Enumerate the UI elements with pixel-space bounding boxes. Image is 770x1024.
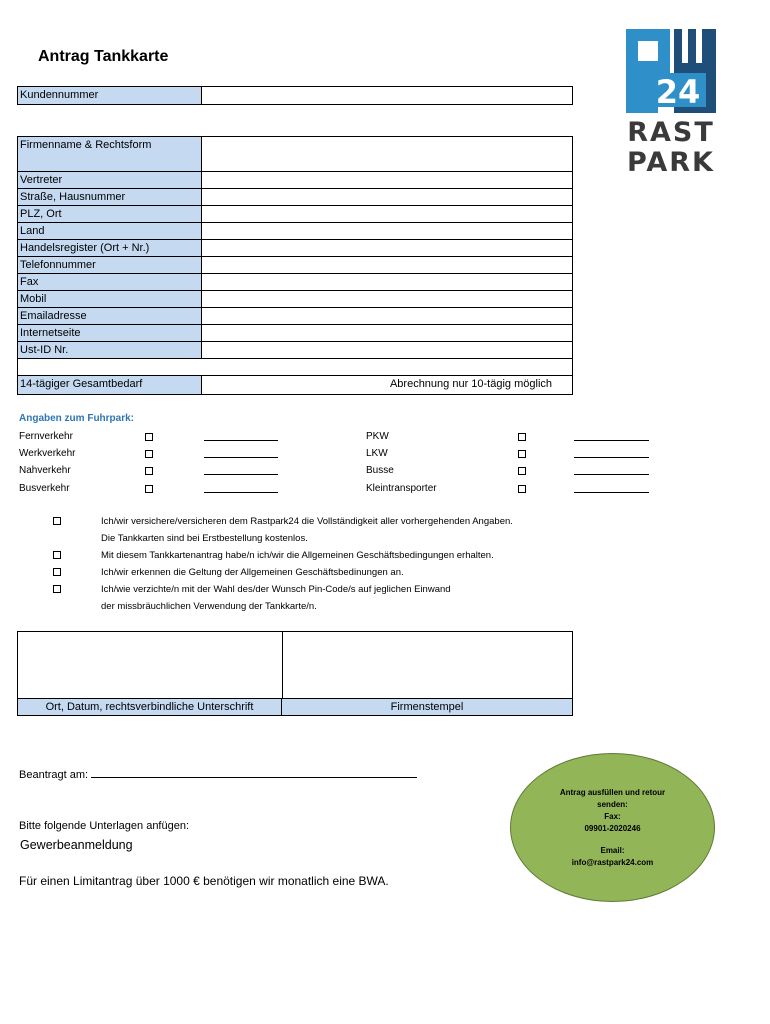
customer-number-field[interactable] <box>202 87 572 104</box>
checkbox-bus-transport[interactable] <box>145 485 153 493</box>
checkbox-completeness[interactable] <box>53 517 61 525</box>
fleet-label-truck: LKW <box>366 448 388 459</box>
blank-car[interactable] <box>574 440 649 441</box>
fleet-label-bus-transport: Busverkehr <box>19 483 70 494</box>
company-data-table <box>17 136 573 395</box>
fleet-label-company-transport: Werkverkehr <box>19 448 76 459</box>
checkbox-bus[interactable] <box>518 467 526 475</box>
blank-company-transport[interactable] <box>204 457 278 458</box>
customer-number-label: Kundennummer <box>18 87 202 104</box>
fleet-label-local-transport: Nahverkehr <box>19 465 71 476</box>
contact-fax-label: Fax: <box>604 812 621 821</box>
spacer-row <box>18 359 572 375</box>
phone-label: Telefonnummer <box>18 257 202 273</box>
zip-city-label: PLZ, Ort <box>18 206 202 222</box>
checkbox-local-transport[interactable] <box>145 467 153 475</box>
logo-text-rast: RAST <box>627 117 715 148</box>
checkbox-terms-accepted[interactable] <box>53 568 61 576</box>
contact-oval <box>510 753 715 902</box>
blank-small-van[interactable] <box>574 492 649 493</box>
contact-fax-number: 09901-2020246 <box>584 824 641 833</box>
declaration-terms-received: Mit diesem Tankkartenantrag habe/n ich/wir die Allgemeinen Geschäftsbedingungen erhalten. <box>101 550 494 561</box>
blank-bus[interactable] <box>574 474 649 475</box>
page-title: Antrag Tankkarte <box>38 48 169 65</box>
blank-long-distance[interactable] <box>204 440 278 441</box>
checkbox-company-transport[interactable] <box>145 450 153 458</box>
fleet-row <box>0 481 770 497</box>
checkbox-pin-waiver[interactable] <box>53 585 61 593</box>
fleet-label-long-distance: Fernverkehr <box>19 431 73 442</box>
fleet-label-bus: Busse <box>366 465 394 476</box>
fleet-label-car: PKW <box>366 431 389 442</box>
checkbox-truck[interactable] <box>518 450 526 458</box>
fleet-row <box>0 429 770 445</box>
representative-field[interactable] <box>202 172 572 188</box>
checkbox-car[interactable] <box>518 433 526 441</box>
phone-field[interactable] <box>202 257 572 273</box>
fax-label: Fax <box>18 274 202 290</box>
declaration-completeness: Ich/wir versichere/versicheren dem Rastpark24 die Vollständigkeit aller vorhergehenden Angaben. <box>101 516 513 527</box>
vat-id-field[interactable] <box>202 342 572 358</box>
signature-area[interactable] <box>18 632 282 699</box>
demand-note[interactable]: Abrechnung nur 10-tägig möglich <box>389 378 552 390</box>
stamp-label: Firmenstempel <box>390 701 464 713</box>
applied-on-label: Beantragt am: <box>19 769 89 781</box>
rastpark24-logo <box>624 27 718 177</box>
company-name-label: Firmenname & Rechtsform <box>18 137 202 171</box>
declaration-pin-waiver-cont: der missbräuchlichen Verwendung der Tankkarte/n. <box>101 601 317 612</box>
checkbox-long-distance[interactable] <box>145 433 153 441</box>
street-field[interactable] <box>202 189 572 205</box>
logo-text-park: PARK <box>627 147 715 178</box>
limit-note: Für einen Limitantrag über 1000 € benötigen wir monatlich eine BWA. <box>19 874 389 888</box>
blank-local-transport[interactable] <box>204 474 278 475</box>
trade-register-label: Handelsregister (Ort + Nr.) <box>18 240 202 256</box>
country-label: Land <box>18 223 202 239</box>
contact-text <box>511 787 714 869</box>
mobile-label: Mobil <box>18 291 202 307</box>
signature-label: Ort, Datum, rechtsverbindliche Unterschrift <box>18 699 282 715</box>
declaration-pin-waiver: Ich/wie verzichte/n mit der Wahl des/der Wunsch Pin-Code/s auf jeglichen Einwand <box>101 584 451 595</box>
contact-email: info@rastpark24.com <box>571 858 654 867</box>
trade-register-field[interactable] <box>202 240 572 256</box>
signature-labels <box>18 698 572 715</box>
company-name-field[interactable] <box>202 137 572 171</box>
fax-field[interactable] <box>202 274 572 290</box>
website-field[interactable] <box>202 325 572 341</box>
email-field[interactable] <box>202 308 572 324</box>
vat-id-label: Ust-ID Nr. <box>18 342 202 358</box>
declaration-terms-accepted: Ich/wir erkennen die Geltung der Allgemeinen Geschäftsbedinungen an. <box>101 567 404 578</box>
svg-text:24: 24 <box>655 73 701 111</box>
contact-line-2: senden: <box>597 800 628 809</box>
checkbox-small-van[interactable] <box>518 485 526 493</box>
signature-block <box>17 631 573 716</box>
applied-on <box>19 768 417 781</box>
attachments-intro: Bitte folgende Unterlagen anfügen: <box>19 820 190 832</box>
fleet-heading: Angaben zum Fuhrpark: <box>19 413 135 424</box>
contact-email-label: Email: <box>600 846 625 855</box>
email-label: Emailadresse <box>18 308 202 324</box>
customer-number-table <box>17 86 573 105</box>
zip-city-field[interactable] <box>202 206 572 222</box>
street-label: Straße, Hausnummer <box>18 189 202 205</box>
website-label: Internetseite <box>18 325 202 341</box>
representative-label: Vertreter <box>18 172 202 188</box>
fleet-row <box>0 463 770 479</box>
fleet-row <box>0 446 770 462</box>
stamp-area[interactable] <box>283 632 573 699</box>
country-field[interactable] <box>202 223 572 239</box>
mobile-field[interactable] <box>202 291 572 307</box>
fleet-label-small-van: Kleintransporter <box>366 483 437 494</box>
applied-on-field[interactable] <box>91 768 417 778</box>
logo-mark-icon <box>624 27 718 115</box>
contact-line-1: Antrag ausfüllen und retour <box>559 788 666 797</box>
checkbox-terms-received[interactable] <box>53 551 61 559</box>
declaration-free-cards: Die Tankkarten sind bei Erstbestellung kostenlos. <box>101 533 308 544</box>
blank-bus-transport[interactable] <box>204 492 278 493</box>
blank-truck[interactable] <box>574 457 649 458</box>
demand-label: 14-tägiger Gesamtbedarf <box>18 376 202 394</box>
attachment-item: Gewerbeanmeldung <box>20 838 133 852</box>
